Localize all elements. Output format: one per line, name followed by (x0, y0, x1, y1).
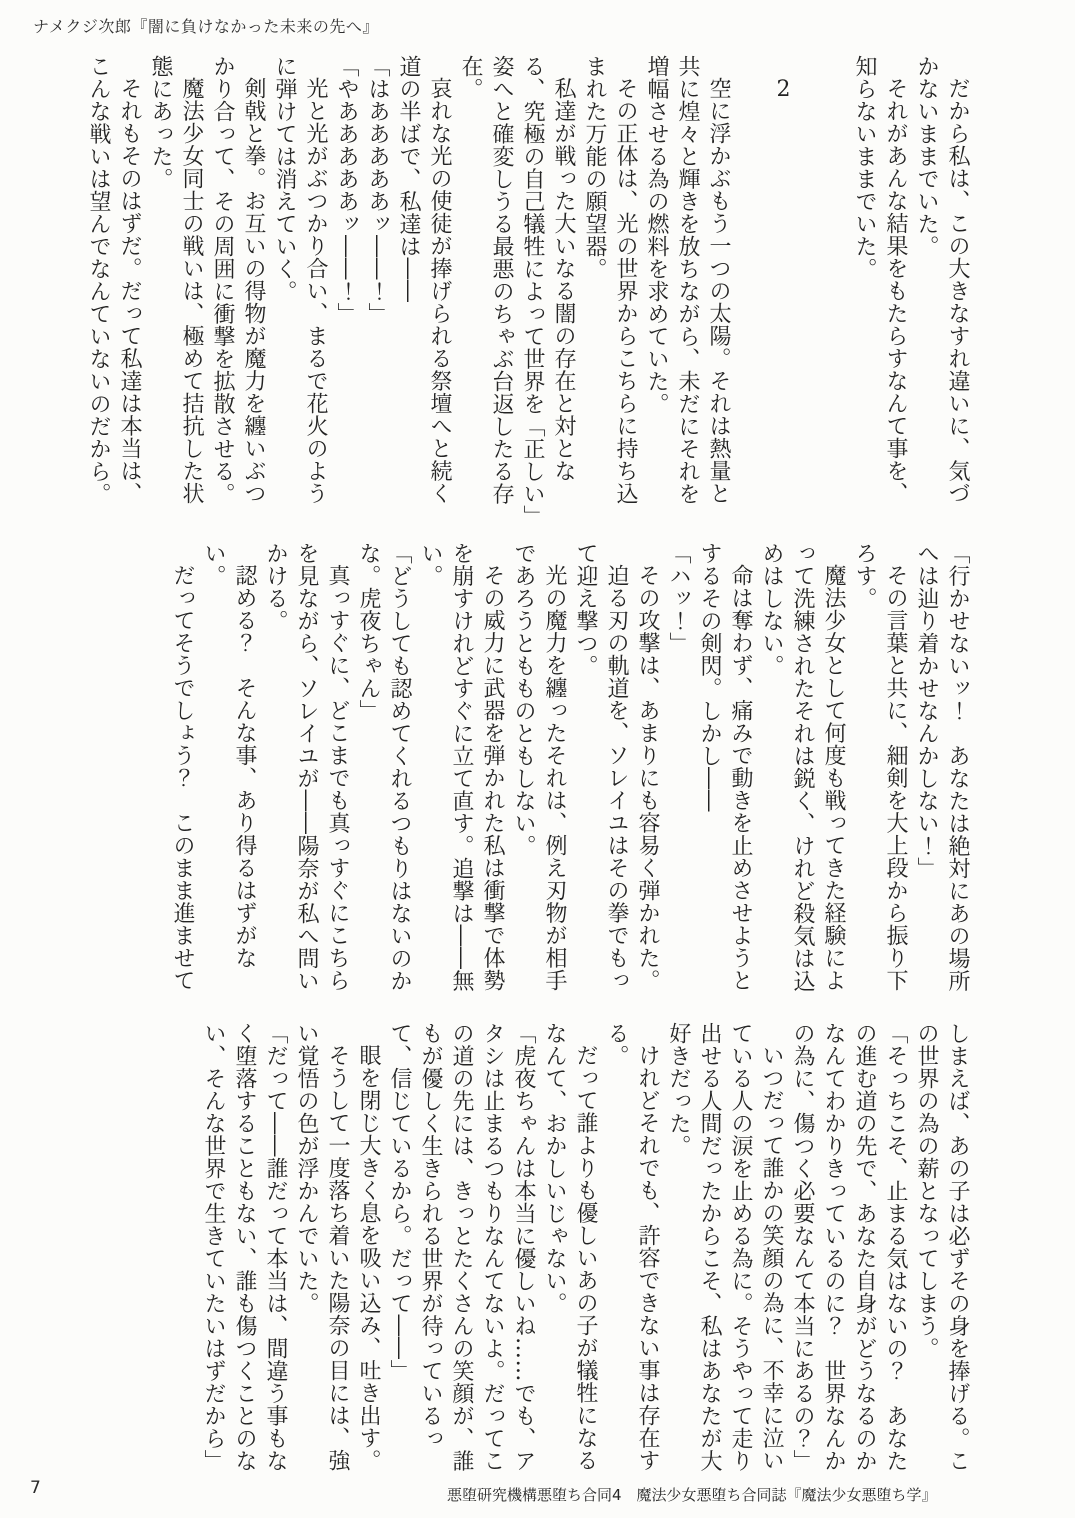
paragraph: 私達が戦った大いなる闇の存在と対となる、究極の自己犠牲によって世界を「正しい」姿へと確変しうる最悪のちゃぶ台返したる存在。 (458, 55, 576, 517)
paragraph: 空に浮かぶもう一つの太陽。それは熱量と共に煌々と輝きを放ちながら、未だにそれを増幅させる為の燃料を求めていた。 (644, 55, 731, 505)
paragraph: 「だって――誰だって本当は、間違う事もなく堕落することもない、誰も傷つくことのない、そんな世界で生きていたいはずだから」 (201, 1022, 288, 1472)
paragraph: いつだって誰かの笑顔の為に、不幸に泣いている人の涙を止める為に。そうやって走り出せる人間だったからこそ、私はあなたが大好きだった。 (666, 1022, 784, 1472)
paragraph: その言葉と共に、細剣を大上段から振り下ろす。 (852, 542, 908, 992)
paragraph: それがあんな結果をもたらすなんて事を、知らないままでいた。 (852, 55, 908, 505)
text-band-bottom (198, 1022, 973, 1484)
paragraph: 「行かせないッ！ あなたは絶対にあの場所へは辿り着かせなんかしない！」 (914, 542, 970, 992)
paragraph: その正体は、光の世界からこちらに持ち込まれた万能の願望器。 (582, 55, 638, 505)
paragraph: 認める？ そんな事、あり得るはずがない。 (201, 542, 257, 969)
paragraph: だってそうでしょう？ このまま進ませて (170, 564, 195, 992)
paragraph: 魔法少女同士の戦いは、極めて拮抗した状態にあった。 (148, 55, 204, 505)
paragraph: 「そっちこそ、止まる気はないの？ あなたの進む道の先で、あなた自身がどうなるのかなんてわかりきっているのに？ 世界なんかの為に、傷つく必要なんて本当にあるの？」 (790, 1022, 908, 1472)
paragraph: しまえば、あの子は必ずその身を捧げる。この世界の為の薪となってしまう。 (914, 1022, 970, 1472)
paragraph: 「ハッ！」 (666, 542, 691, 655)
paragraph: だって誰よりも優しいあの子が犠牲になるなんて、おかしいじゃない。 (542, 1022, 598, 1472)
paragraph: それもそのはずだ。だって私達は本当は、こんな戦いは望んでなんていないのだから。 (86, 55, 142, 505)
paragraph: 剣戟と拳。お互いの得物が魔力を纏いぶつかり合って、その周囲に衝撃を拡散させる。 (210, 55, 266, 505)
paragraph: だから私は、この大きなすれ違いに、気づかないままでいた。 (914, 55, 970, 505)
paragraph: 魔法少女として何度も戦ってきた経験によって洗練されたそれは鋭く、けれど殺気は込めはしない。 (759, 542, 846, 992)
paragraph: 光の魔力を纏ったそれは、例え刃物が相手であろうともものともしない。 (511, 542, 567, 992)
paragraph: その威力に武器を弾かれた私は衝撃で体勢を崩すけれどすぐに立て直す。追撃は――無い。 (418, 542, 505, 992)
paragraph: その攻撃は、あまりにも容易く弾かれた。 (635, 564, 660, 992)
paragraph: 命は奪わず、痛みで動きを止めさせようとするその剣閃。しかし―― (697, 542, 753, 992)
paragraph: 迫る刃の軌道を、ソレイユはその拳でもって迎え撃つ。 (573, 542, 629, 992)
author-title-header: ナメクジ次郎『闇に負けなかった未来の先へ』 (33, 17, 379, 36)
paragraph: 真っすぐに、どこまでも真っすぐにこちらを見ながら、ソレイユが――陽奈が私へ問いかける。 (263, 542, 350, 992)
paragraph: 哀れな光の使徒が捧げられる祭壇へと続く道の半ばで、私達は―― (396, 55, 452, 505)
paragraph: 眼を閉じ大きく息を吸い込み、吐き出す。 (356, 1044, 381, 1472)
paragraph: 「虎夜ちゃんは本当に優しいね……でも、アタシは止まるつもりなんてないよ。だってこの道の先には、きっとたくさんの笑顔が、誰もが優しく生きられる世界が待っているって、信じているから。だって――」 (387, 1022, 536, 1472)
paragraph: けれどそれでも、許容できない事は存在する。 (604, 1022, 660, 1472)
paragraph: 「どうしても認めてくれるつもりはないのかな。虎夜ちゃん」 (356, 542, 412, 992)
paragraph: そうして一度落ち着いた陽奈の目には、強い覚悟の色が浮かんでいた。 (294, 1022, 350, 1472)
page-number: 7 (30, 1478, 41, 1498)
text-band-top (83, 55, 973, 517)
paragraph: 光と光がぶつかり合い、まるで花火のように弾けては消えていく。 (272, 55, 328, 505)
footer-publication-title: 悪堕研究機構悪堕ち合同4 魔法少女悪堕ち合同誌『魔法少女悪堕ち学』 (447, 1486, 937, 1504)
section-number: 2 (771, 77, 796, 103)
text-band-middle (167, 542, 973, 1004)
paragraph: 「やあああああッ――！」 (334, 55, 359, 325)
paragraph: 「はあああああッ――！」 (365, 55, 390, 325)
